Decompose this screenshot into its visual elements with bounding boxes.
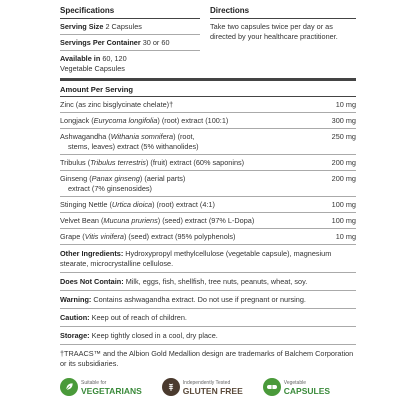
amount-per-serving-header: Amount Per Serving (60, 81, 356, 97)
available-value-2: Vegetable Capsules (60, 64, 125, 73)
capsules-big: CAPSULES (283, 386, 331, 396)
ingredient-name (60, 116, 304, 126)
ingredient-row (60, 171, 356, 197)
available-row (60, 51, 200, 76)
storage-text: Keep tightly closed in a cool, dry place. (91, 331, 218, 340)
ingredient-name-suffix: ) (root) extract (4:1) (152, 200, 215, 209)
gluten-free-badge (162, 378, 243, 396)
directions-text: Take two capsules twice per day or as directed by your healthcare practitioner. (210, 22, 338, 41)
caution-label: Caution: (60, 313, 90, 322)
ingredient-latin-name: Eurycoma longifolia (93, 116, 158, 125)
ingredient-name (60, 232, 304, 242)
ingredient-amount: 100 mg (331, 216, 356, 225)
ingredient-name-text: Ginseng ( (60, 174, 92, 183)
warning (60, 291, 356, 309)
leaf-icon (60, 378, 78, 396)
ingredient-row (60, 97, 356, 113)
does-not-contain-label: Does Not Contain: (60, 277, 124, 286)
ingredient-name-text: Longjack ( (60, 116, 94, 125)
directions-panel (210, 4, 356, 76)
ingredient-row (60, 129, 356, 155)
storage-label: Storage: (60, 331, 90, 340)
ingredient-latin-name: Panax ginseng (91, 174, 140, 183)
ingredient-amount: 100 mg (331, 200, 356, 209)
gluten-free-small: Independently Tested (182, 380, 231, 386)
directions-header: Directions (210, 4, 356, 19)
caution (60, 309, 356, 327)
servings-row (60, 35, 200, 51)
ingredient-name-text: Tribulus ( (60, 158, 91, 167)
vegetarian-big: VEGETARIANS (81, 386, 142, 396)
serving-size-row (60, 19, 200, 35)
does-not-contain-text: Milk, eggs, fish, shellfish, tree nuts, peanuts, wheat, soy. (125, 277, 308, 286)
ingredient-name-line2: stems, leaves) extract (5% withanolides) (68, 142, 199, 151)
warning-text: Contains ashwagandha extract. Do not use if pregnant or nursing. (93, 295, 306, 304)
top-section (60, 4, 356, 76)
ingredient-latin-name: Mucuna pruriens (103, 216, 158, 225)
servings-value: 30 or 60 (142, 38, 170, 47)
servings-label: Servings Per Container (60, 38, 141, 47)
capsules-small: Vegetable (283, 380, 307, 386)
ingredient-name-suffix: ) (root, (173, 132, 195, 141)
warning-label: Warning: (60, 295, 92, 304)
serving-size-label: Serving Size (60, 22, 104, 31)
ingredient-name (60, 174, 304, 194)
ingredient-name-text: Zinc (as zinc bisglycinate chelate) (60, 100, 170, 109)
ingredient-row (60, 155, 356, 171)
ingredient-row (60, 197, 356, 213)
capsules-badge (263, 378, 330, 396)
ingredient-latin-name: Urtica dioica (111, 200, 153, 209)
vegetarian-small: Suitable for (81, 380, 107, 386)
ingredient-name (60, 200, 304, 210)
ingredient-amount: 10 mg (335, 100, 356, 109)
ingredient-row (60, 213, 356, 229)
ingredient-name (60, 132, 304, 152)
ingredient-name-suffix: ) (aerial parts) (139, 174, 186, 183)
badges-row (60, 372, 356, 396)
does-not-contain (60, 273, 356, 291)
ingredient-name-text: Ashwagandha ( (60, 132, 111, 141)
ingredient-amount: 10 mg (335, 232, 356, 241)
ingredient-amount: 200 mg (331, 174, 356, 183)
ingredient-amount: 200 mg (331, 158, 356, 167)
gluten-free-big: GLUTEN FREE (182, 386, 243, 396)
serving-size-value: 2 Capsules (105, 22, 142, 31)
capsule-icon (263, 378, 281, 396)
ingredient-name-line2: extract (7% ginsenosides) (68, 184, 152, 193)
ingredient-amount: 250 mg (331, 132, 356, 141)
ingredient-latin-name: Withania somnifera (110, 132, 174, 141)
ingredient-name-suffix: ) (seed) extract (97% L-Dopa) (157, 216, 255, 225)
ingredient-name-suffix: † (169, 100, 174, 109)
ingredient-name-text: Velvet Bean ( (60, 216, 104, 225)
ingredient-name (60, 158, 304, 168)
ingredients-table (60, 97, 356, 245)
ingredient-amount: 300 mg (331, 116, 356, 125)
ingredient-name-text: Grape ( (60, 232, 85, 241)
storage (60, 327, 356, 345)
wheat-icon (162, 378, 180, 396)
ingredient-name-suffix: ) (root) extract (100:1) (157, 116, 229, 125)
available-value: 60, 120 (102, 54, 127, 63)
ingredient-name (60, 100, 304, 110)
available-label: Available in (60, 54, 101, 63)
vegetarian-badge (60, 378, 142, 396)
trademark-note: †TRAACS™ and the Albion Gold Medallion design are trademarks of Balchem Corporation or its subsidiaries. (60, 349, 354, 368)
ingredient-name-suffix: ) (fruit) extract (60% saponins) (145, 158, 245, 167)
ingredient-name (60, 216, 304, 226)
other-ingredients-label: Other Ingredients: (60, 249, 124, 258)
other-ingredients (60, 245, 356, 273)
other-ingredients-text: Hydroxypropyl methylcellulose (vegetable capsule), magnesium stearate, microcrystalline cellulose. (60, 249, 332, 268)
ingredient-latin-name: Vitis vinifera (84, 232, 124, 241)
ingredient-name-suffix: ) (seed) extract (95% polyphenols) (123, 232, 236, 241)
specifications-header: Specifications (60, 4, 200, 19)
ingredient-row (60, 229, 356, 245)
ingredient-row (60, 113, 356, 129)
ingredient-latin-name: Tribulus terrestris (90, 158, 146, 167)
caution-text: Keep out of reach of children. (91, 313, 187, 322)
ingredient-name-text: Stinging Nettle ( (60, 200, 112, 209)
specifications-panel (60, 4, 200, 76)
